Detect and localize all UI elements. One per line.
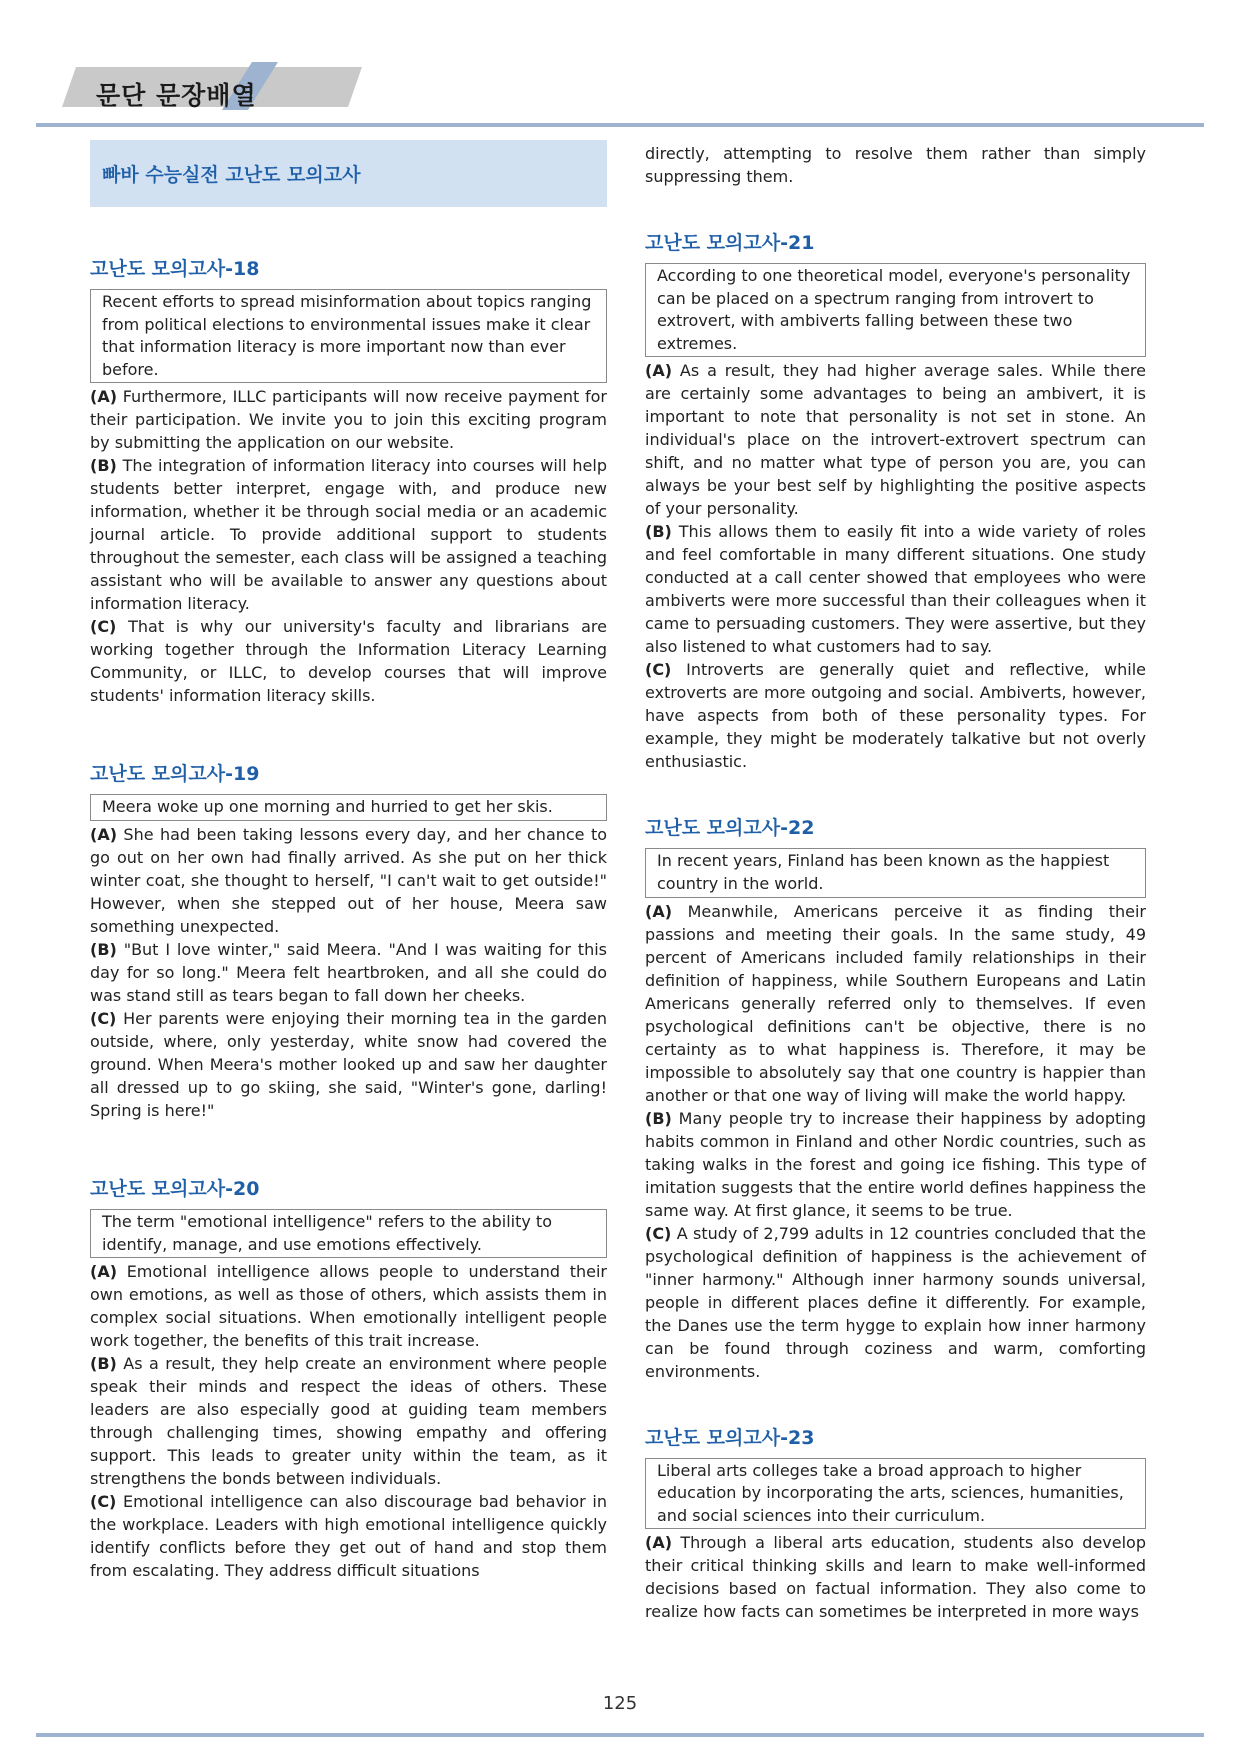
paragraph-text: Furthermore, ILLC participants will now receive payment for their participation. We invite you to join this exciting program by submitting the application on our website.: [90, 387, 607, 453]
paragraph-label: (B): [645, 522, 672, 542]
question-20: [90, 1174, 607, 1582]
paragraph-text: As a result, they had higher average sales. While there are certainly some advantages to being an ambivert, it is important to note that personality is not set in stone. An individual's place on the introvert-extrovert spectrum can shift, and no matter what type of person you are, you can always be your best self by highlighting the positive aspects of your personality.: [645, 361, 1146, 519]
left-column: [90, 140, 607, 1582]
paragraph-c: [645, 658, 1146, 773]
paragraph-text: A study of 2,799 adults in 12 countries concluded that the psychological definition of happiness is the achievement of "inner harmony." Although inner harmony sounds universal, people in different places define it differently. For example, the Danes use the term hygge to explain how inner harmony can be found through coziness and warm, comforting environments.: [645, 1223, 1146, 1381]
paragraph-a: [645, 900, 1146, 1107]
question-18: [90, 254, 607, 707]
question-22: [645, 813, 1146, 1382]
paragraph-c: [645, 1222, 1146, 1383]
page-number: 125: [602, 1693, 638, 1714]
intro-box: According to one theoretical model, everyone's personality can be placed on a spectrum ranging from introvert to extrovert, with ambiverts falling between these two extremes.: [645, 263, 1146, 357]
paragraph-label: (A): [90, 1262, 118, 1282]
intro-box: Liberal arts colleges take a broad approach to higher education by incorporating the arts, sciences, humanities, and social sciences into their curriculum.: [645, 1458, 1146, 1530]
paragraph-text: "But I love winter," said Meera. "And I was waiting for this day for so long." Meera felt heartbroken, and all she could do was stand still as tears began to fall down her cheeks.: [90, 939, 607, 1005]
paragraph-a: [90, 385, 607, 454]
paragraph-b: [90, 1352, 607, 1490]
paragraph-label: (B): [645, 1108, 672, 1128]
paragraph-label: (C): [90, 617, 117, 637]
intro-box: Meera woke up one morning and hurried to get her skis.: [90, 794, 607, 821]
paragraph-b: [645, 520, 1146, 658]
paragraph-label: (B): [90, 456, 117, 476]
right-column: [645, 142, 1146, 1623]
question-23: [645, 1423, 1146, 1624]
intro-box: In recent years, Finland has been known as the happiest country in the world.: [645, 848, 1146, 897]
intro-box: The term "emotional intelligence" refers to the ability to identify, manage, and use emotions effectively.: [90, 1209, 607, 1258]
question-heading: 고난도 모의고사-20: [90, 1177, 260, 1200]
paragraph-label: (B): [90, 1354, 117, 1374]
footer-divider: [36, 1733, 1204, 1737]
paragraph-text: Emotional intelligence allows people to understand their own emotions, as well as those of others, which assists them in complex social situations. When emotionally intelligent people work together, the benefits of this trait increase.: [90, 1262, 607, 1351]
question-21: [645, 228, 1146, 773]
paragraph-text: Many people try to increase their happiness by adopting habits common in Finland and other Nordic countries, such as taking walks in the forest and going ice fishing. This type of imitation suggests that the entire world defines happiness the same way. At first glance, it seems to be true.: [645, 1108, 1146, 1220]
paragraph-b: [90, 454, 607, 615]
paragraph-text: Meanwhile, Americans perceive it as finding their passions and meeting their goals. In the same study, 49 percent of Americans included family relationships in their definition of happiness, while Southern Europeans and Latin Americans generally referred only to themselves. If even psychological definitions can't be objective, there is no certainty as to what happiness is. Therefore, it may be impossible to absolutely say that one country is happier than another or that one way of living will make the world happy.: [645, 901, 1146, 1105]
paragraph-b: [90, 938, 607, 1007]
paragraph-text: Her parents were enjoying their morning tea in the garden outside, where, only yesterday, white snow had covered the ground. When Meera's mother looked up and saw her daughter all dressed up to go skiing, she said, "Winter's gone, darling! Spring is here!": [90, 1008, 607, 1120]
paragraph-a: [90, 1260, 607, 1352]
paragraph-a: [645, 1531, 1146, 1623]
paragraph-c: [90, 1490, 607, 1582]
question-19: [90, 759, 607, 1122]
section-title: 빠바 수능실전 고난도 모의고사: [102, 164, 361, 186]
carryover-text: directly, attempting to resolve them rather than simply suppressing them.: [645, 144, 1146, 186]
paragraph-a: [645, 359, 1146, 520]
paragraph-text: That is why our university's faculty and librarians are working together through the Information Literacy Learning Community, or ILLC, to develop courses that will improve students' information literacy skills.: [90, 617, 607, 706]
paragraph-label: (C): [90, 1008, 117, 1028]
header-title: 문단 문장배열: [96, 81, 257, 110]
paragraph-text: This allows them to easily fit into a wide variety of roles and feel comfortable in many different situations. One study conducted at a call center showed that employees who were ambiverts were more successful than their colleagues when it came to persuading customers. They were assertive, but they also listened to what customers had to say.: [645, 522, 1146, 657]
paragraph-label: (A): [90, 824, 118, 844]
question-heading: 고난도 모의고사-23: [645, 1426, 815, 1449]
paragraph-label: (C): [645, 660, 672, 680]
header-divider: [36, 123, 1204, 127]
question-heading: 고난도 모의고사-19: [90, 763, 260, 786]
paragraph-text: As a result, they help create an environment where people speak their minds and respect the ideas of others. These leaders are also especially good at guiding team members through challenging times, showing empathy and offering support. This leads to greater unity within the team, as it strengthens the bonds between individuals.: [90, 1354, 607, 1489]
paragraph-text: She had been taking lessons every day, and her chance to go out on her own had finally arrived. As she put on her thick winter coat, she thought to herself, "I can't wait to get outside!" However, when she stepped out of her house, Meera saw something unexpected.: [90, 824, 607, 936]
paragraph-a: [90, 823, 607, 938]
paragraph-label: (A): [90, 387, 118, 407]
paragraph-label: (C): [90, 1492, 117, 1512]
intro-box: Recent efforts to spread misinformation about topics ranging from political elections to environmental issues make it clear that information literacy is more important now than ever before.: [90, 289, 607, 383]
paragraph-label: (A): [645, 361, 673, 381]
paragraph-c: [90, 615, 607, 707]
question-heading: 고난도 모의고사-21: [645, 232, 815, 254]
paragraph-c: [90, 1007, 607, 1122]
paragraph-b: [645, 1107, 1146, 1222]
paragraph-label: (A): [645, 1533, 673, 1553]
paragraph-text: The integration of information literacy into courses will help students better interpret, engage with, and produce new information, whether it be through social media or an academic journal article. To provide additional support to students throughout the semester, each class will be assigned a teaching assistant who will be available to answer any questions about information literacy.: [90, 456, 607, 614]
paragraph-text: Introverts are generally quiet and reflective, while extroverts are more outgoing and social. Ambiverts, however, have aspects from both of these personality types. For example, they might be moderately talkative but not overly enthusiastic.: [645, 660, 1146, 772]
question-heading: 고난도 모의고사-18: [90, 258, 260, 280]
paragraph-label: (B): [90, 939, 117, 959]
paragraph-label: (C): [645, 1223, 672, 1243]
paragraph-label: (A): [645, 901, 673, 921]
section-title-box: [90, 140, 607, 207]
question-heading: 고난도 모의고사-22: [645, 817, 815, 840]
paragraph-text: Through a liberal arts education, students also develop their critical thinking skills and learn to make well-informed decisions based on factual information. They also come to realize how facts can sometimes be interpreted in more ways: [645, 1533, 1146, 1622]
paragraph-text: Emotional intelligence can also discourage bad behavior in the workplace. Leaders with high emotional intelligence quickly identify conflicts before they get out of hand and stop them from escalating. They address difficult situations: [90, 1492, 607, 1581]
